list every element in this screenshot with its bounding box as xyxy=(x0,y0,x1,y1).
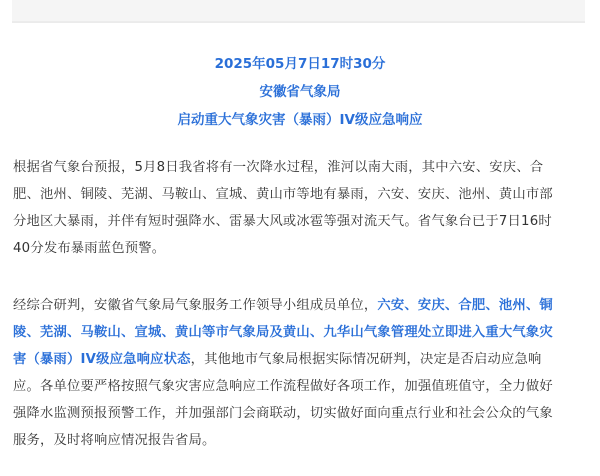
top-divider xyxy=(12,22,585,23)
paragraph-line: 肥、池州、铜陵、芜湖、马鞍山、宣城、黄山市等地有暴雨，六安、安庆、池州、黄山市部 xyxy=(13,187,553,202)
highlight-line: 陵、芜湖、马鞍山、宣城、黄山等市气象局及黄山、九华山气象管理处立即进入重大气象灾 xyxy=(13,325,553,340)
paragraph-line: 强降水监测预报预警工作，并加强部门会商联动，切实做好面向重点行业和社会公众的气象 xyxy=(13,406,553,421)
top-gray-bar xyxy=(12,0,585,22)
paragraph-line xyxy=(13,346,593,373)
paragraph-line: 分地区大暴雨，并伴有短时强降水、雷暴大风或冰雹等强对流天气。省气象台已于7日16时 xyxy=(13,214,552,229)
paragraph-forecast xyxy=(13,154,593,262)
paragraph-response xyxy=(13,292,593,454)
publish-datetime: 2025年05月7日17时30分 xyxy=(214,56,386,72)
paragraph-line xyxy=(13,292,593,319)
highlight-text: 害（暴雨）IV级应急响应状态 xyxy=(13,352,191,367)
article-title: 启动重大气象灾害（暴雨）IV级应急响应 xyxy=(177,112,423,128)
text-segment: 经综合研判，安徽省气象局气象服务工作领导小组成员单位， xyxy=(13,298,378,313)
paragraph-line: 根据省气象台预报，5月8日我省将有一次降水过程，淮河以南大雨，其中六安、安庆、合 xyxy=(13,160,544,175)
text-segment: ，其他地市气象局根据实际情况研判，决定是否启动应急响 xyxy=(190,352,542,367)
article-header xyxy=(0,50,600,134)
paragraph-line: 40分发布暴雨蓝色预警。 xyxy=(13,241,166,256)
top-strip xyxy=(0,0,600,22)
paragraph-line: 服务，及时将响应情况报告省局。 xyxy=(13,433,216,448)
highlight-text: 六安、安庆、合肥、池州、铜 xyxy=(377,298,553,313)
agency-name: 安徽省气象局 xyxy=(259,84,341,100)
paragraph-line: 应。各单位要严格按照气象灾害应急响应工作流程做好各项工作，加强值班值守，全力做好 xyxy=(13,379,553,394)
